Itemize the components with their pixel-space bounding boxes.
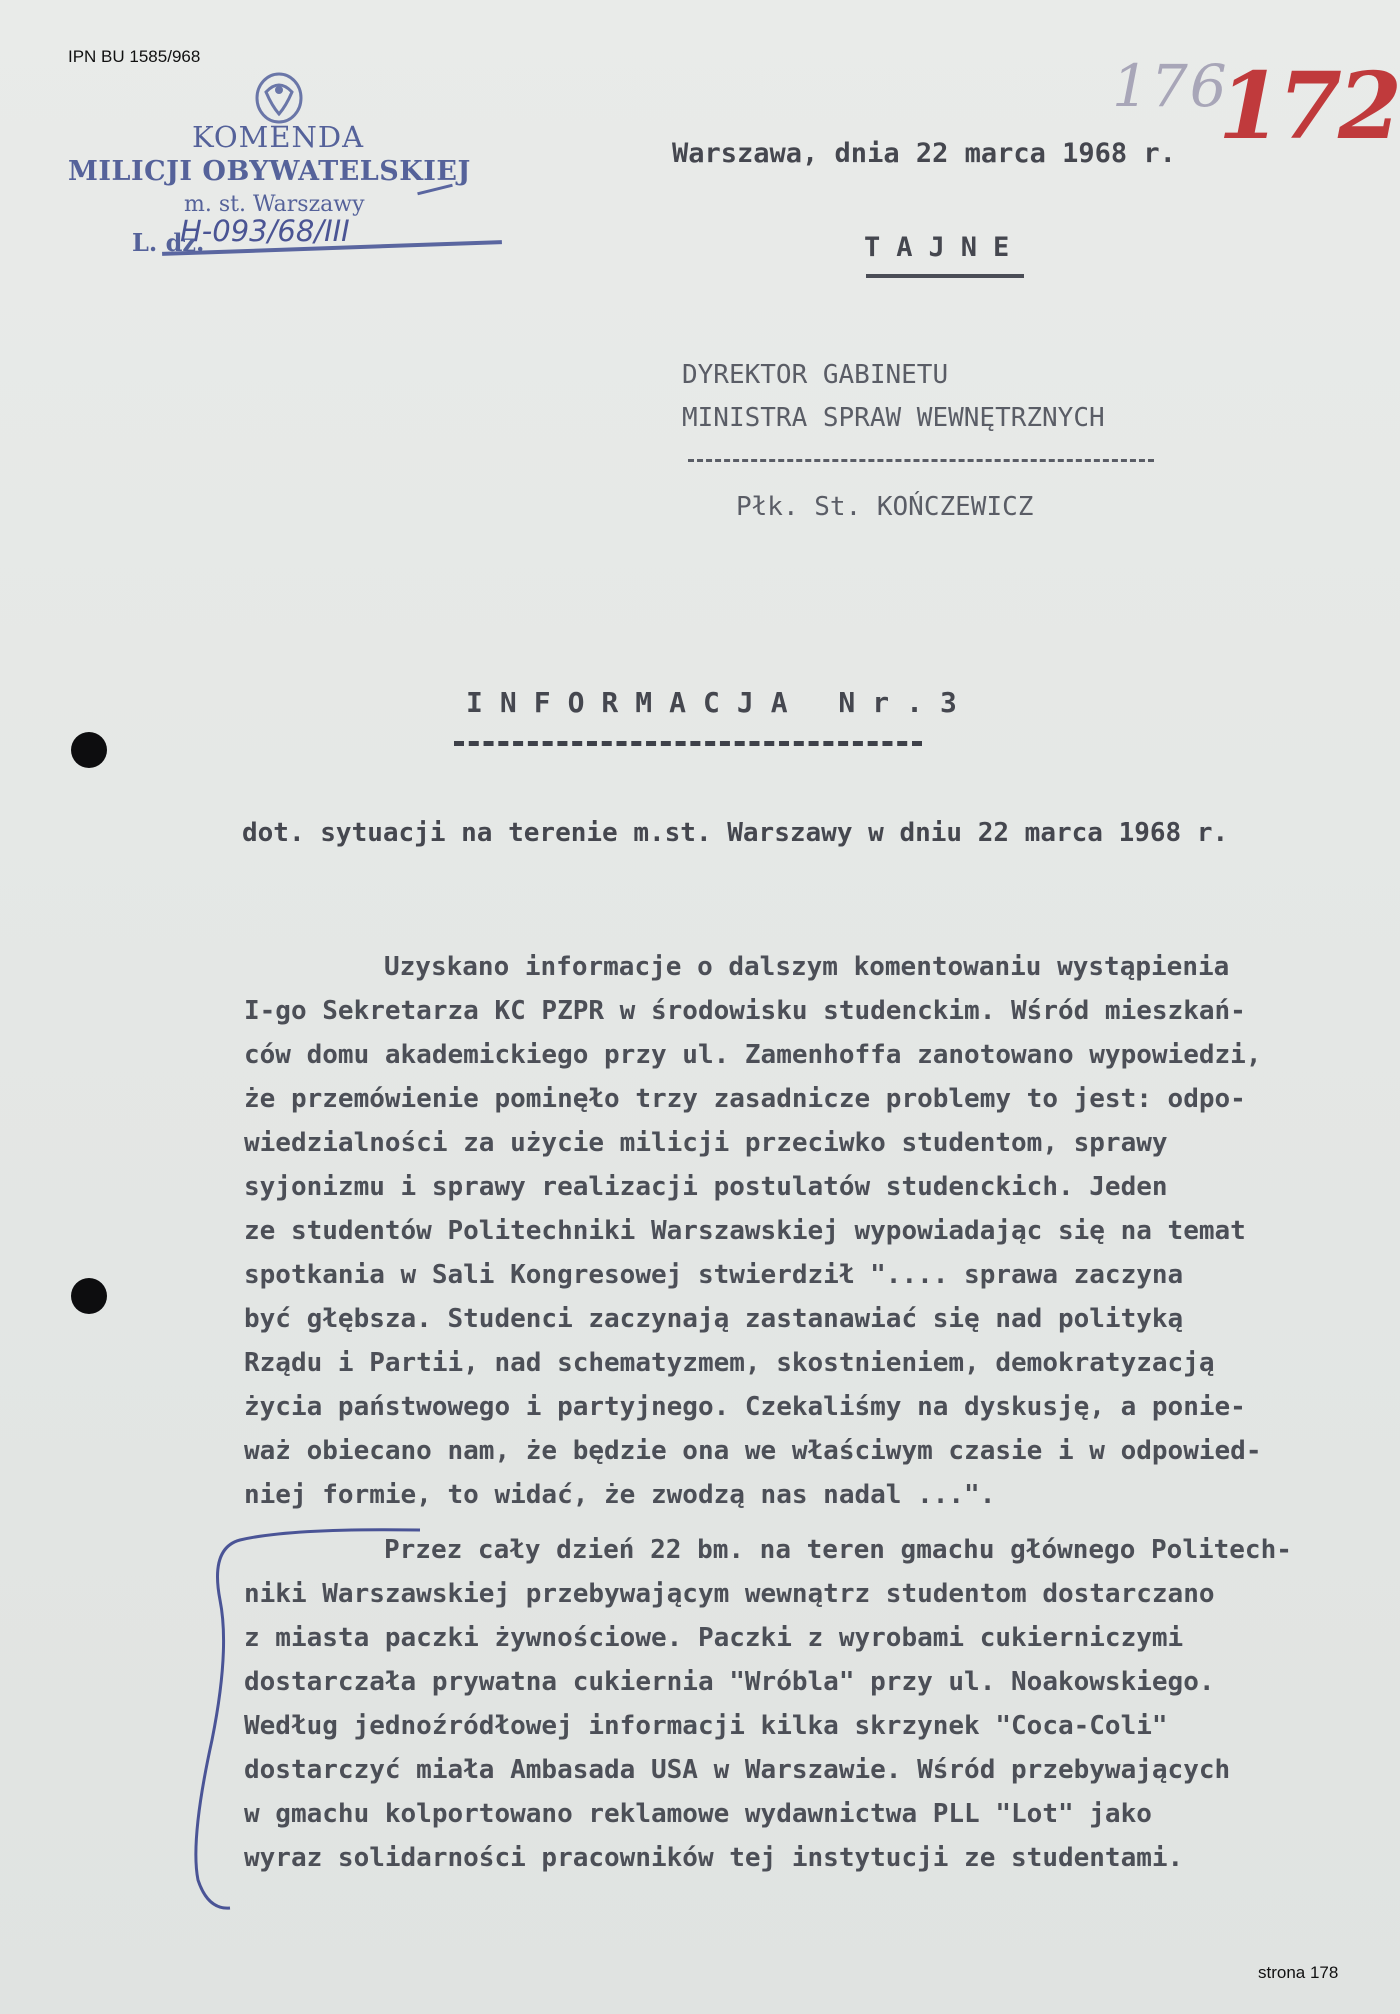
- paragraph-line: niej formie, to widać, że zwodzą nas nadal ...".: [244, 1480, 996, 1510]
- paragraph-line: Rządu i Partii, nad schematyzmem, skostnieniem, demokratyzacją: [244, 1348, 1215, 1378]
- paragraph-line: że przemówienie pominęło trzy zasadnicze problemy to jest: odpo-: [244, 1084, 1246, 1114]
- paragraph-line: spotkania w Sali Kongresowej stwierdził ".... sprawa zaczyna: [244, 1260, 1184, 1290]
- title-underline: [454, 741, 922, 746]
- document-subject: dot. sytuacji na terenie m.st. Warszawy w dniu 22 marca 1968 r.: [242, 818, 1229, 848]
- paragraph-line: waż obiecano nam, że będzie ona we właściwym czasie i w odpowied-: [244, 1436, 1262, 1466]
- classification-underline: [866, 274, 1024, 278]
- folio-pencil-number: 176: [1112, 52, 1229, 120]
- archive-reference: IPN BU 1585/968: [68, 47, 201, 66]
- eagle-emblem-icon: [250, 68, 308, 126]
- punch-hole: [71, 732, 107, 768]
- folio-red-number: 172: [1218, 52, 1399, 160]
- stamp-ref-label: L. dz.: [132, 228, 205, 257]
- paragraph-line: wiedzialności za użycie milicji przeciwko studentom, sprawy: [244, 1128, 1168, 1158]
- paragraph-line: być głębsza. Studenci zaczynają zastanawiać się nad polityką: [244, 1304, 1184, 1334]
- paragraph-line: ców domu akademickiego przy ul. Zamenhoffa zanotowano wypowiedzi,: [244, 1040, 1262, 1070]
- margin-bracket-mark: [170, 1510, 430, 1910]
- paragraph-line: ze studentów Politechniki Warszawskiej wypowiadając się na temat: [244, 1216, 1246, 1246]
- paragraph-line: dostarczyć miała Ambasada USA w Warszawie. Wśród przebywających: [244, 1755, 1231, 1785]
- paragraph-line: Według jednoźródłowej informacji kilka skrzynek "Coca-Coli": [244, 1711, 1168, 1741]
- classification-label: TAJNE: [864, 232, 1026, 263]
- paragraph-line: życia państwowego i partyjnego. Czekaliśmy na dyskusję, a ponie-: [244, 1392, 1246, 1422]
- recipient-line-1: DYREKTOR GABINETU: [682, 360, 949, 390]
- paragraph-line: niki Warszawskiej przebywającym wewnątrz studentom dostarczano: [244, 1579, 1215, 1609]
- paragraph-line: Przez cały dzień 22 bm. na teren gmachu głównego Politech-: [384, 1535, 1292, 1565]
- paragraph-line: syjonizmu i sprawy realizacji postulatów studenckich. Jeden: [244, 1172, 1168, 1202]
- paragraph-line: I-go Sekretarza KC PZPR w środowisku studenckim. Wśród mieszkań-: [244, 996, 1246, 1026]
- paragraph-1: [244, 945, 1374, 1517]
- militia-stamp: [62, 62, 502, 262]
- stamp-line-milicji: MILICJI OBYWATELSKIEJ: [68, 156, 471, 187]
- recipient-line-2: MINISTRA SPRAW WEWNĘTRZNYCH: [682, 403, 1105, 433]
- document-date: Warszawa, dnia 22 marca 1968 r.: [672, 138, 1176, 169]
- stamp-line-city: m. st. Warszawy: [184, 192, 365, 217]
- recipient-divider: [688, 459, 1154, 462]
- stamp-line-komenda: KOMENDA: [192, 120, 365, 154]
- paragraph-line: w gmachu kolportowano reklamowe wydawnictwa PLL "Lot" jako: [244, 1799, 1152, 1829]
- paragraph-line: dostarczała prywatna cukiernia "Wróbla" przy ul. Noakowskiego.: [244, 1667, 1215, 1697]
- paragraph-line: wyraz solidarności pracowników tej instytucji ze studentami.: [244, 1843, 1184, 1873]
- document-title: INFORMACJA Nr.3: [466, 686, 974, 719]
- stamp-reference-number: H-093/68/III: [180, 214, 350, 248]
- recipient-line-3: Płk. St. KOŃCZEWICZ: [736, 492, 1034, 522]
- paragraph-line: z miasta paczki żywnościowe. Paczki z wyrobami cukierniczymi: [244, 1623, 1184, 1653]
- paragraph-line: Uzyskano informacje o dalszym komentowaniu wystąpienia: [384, 952, 1230, 982]
- punch-hole: [71, 1278, 107, 1314]
- page-number: strona 178: [1258, 1963, 1339, 1982]
